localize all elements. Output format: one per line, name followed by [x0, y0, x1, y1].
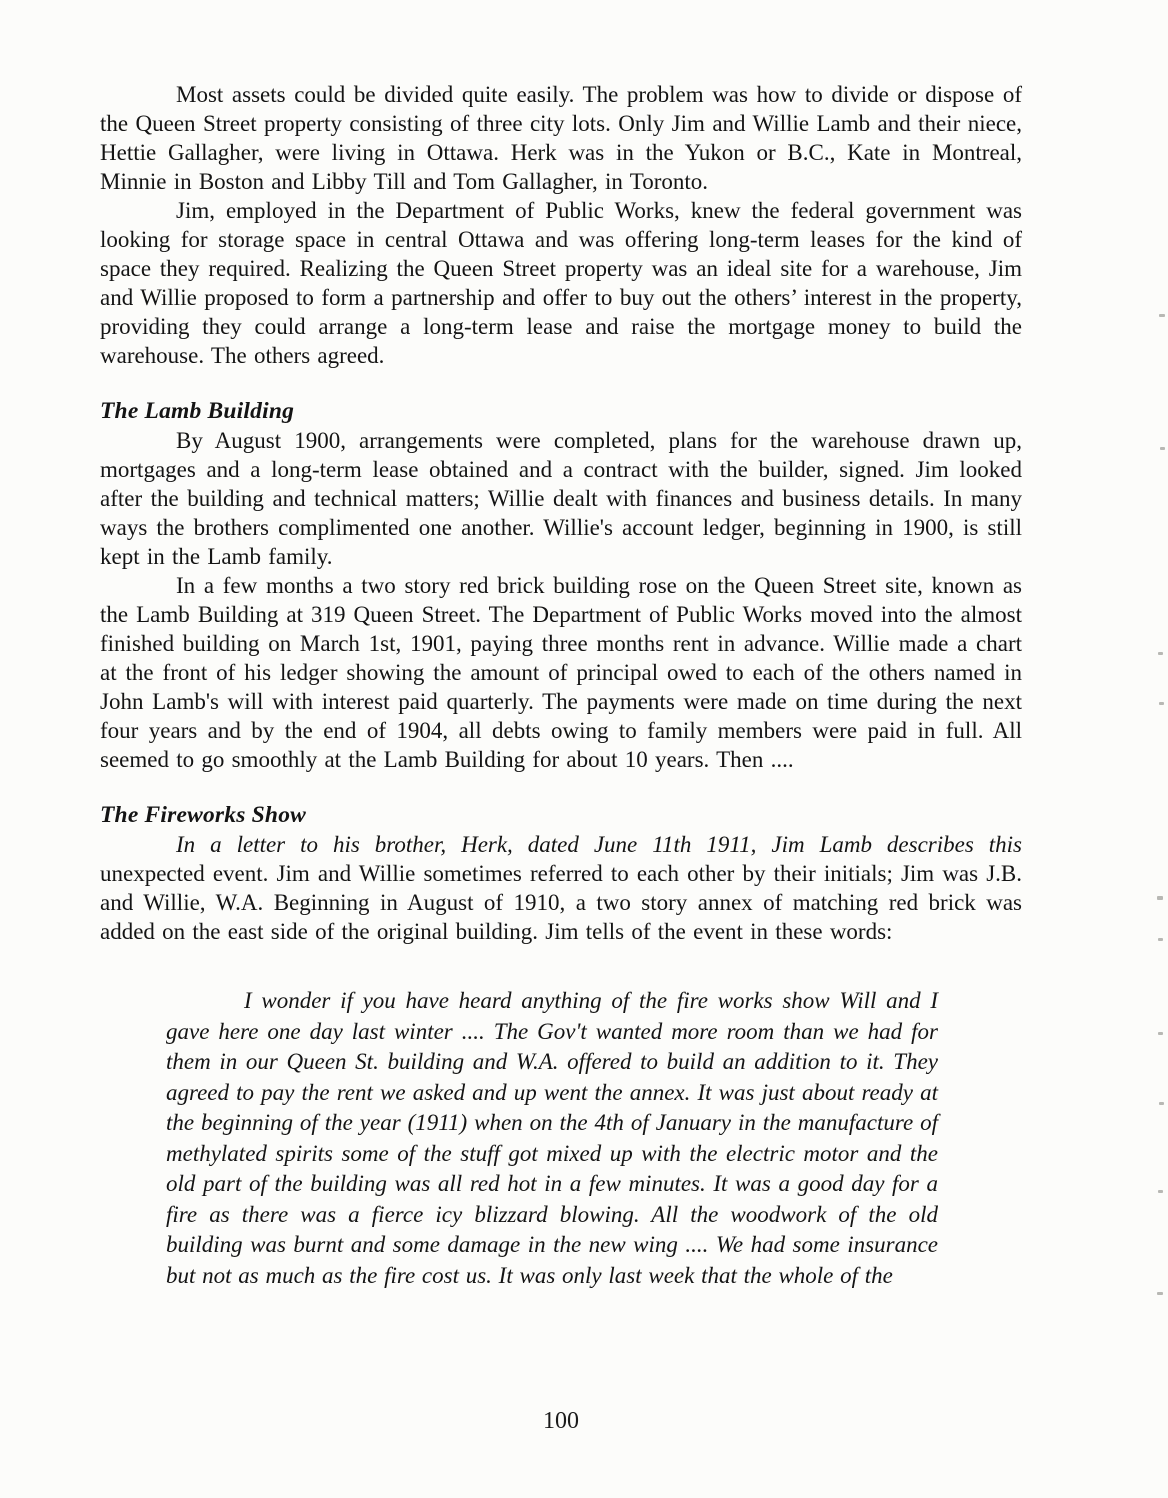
intro-paragraph-1: Most assets could be divided quite easily. The problem was how to divide or dispose of the Queen Street property consisting of three city lots. Only Jim and Willie Lamb and their niece, Hettie Gallagher, were living in Ottawa. Herk was in the Yukon or B.C., Kate in Montreal, Minnie in Boston and Libby Till and Tom Gallagher, in Toronto. — [100, 82, 1022, 194]
page-number: 100 — [543, 1408, 579, 1434]
scan-artifact — [1158, 652, 1163, 655]
lamb-building-paragraph-2: In a few months a two story red brick building rose on the Queen Street site, known as the Lamb Building at 319 Queen Street. The Department of Public Works moved into the almost finished building on March 1st, 1901, paying three months rent in advance. Willie made a chart at the front of his ledger showing the amount of principal owed to each of the others named in John Lamb's will with interest paid quarterly. The payments were made on time during the next four years and by the end of 1904, all debts owing to family members were paid in full. All seemed to go smoothly at the Lamb Building for about 10 years. Then .... — [100, 573, 1022, 772]
scan-artifact — [1158, 1032, 1163, 1035]
section-heading-fireworks-show: The Fireworks Show — [100, 802, 307, 828]
fireworks-intro-rest: unexpected event. Jim and Willie sometimes referred to each other by their initials; Jim was J.B. and Willie, W.A. Beginning in August of 1910, a two story annex of matching red brick was added on the east side of the original building. Jim tells of the event in these words: — [100, 861, 1022, 944]
letter-quote-block: I wonder if you have heard anything of the fire works show Will and I gave here one day last winter .... The Gov't wanted more room than we had for them in our Queen St. building and W.A. offered to build an addition to it. They agreed to pay the rent we asked and up went the annex. It was just about ready at the beginning of the year (1911) when on the 4th of January in the manufacture of methylated spirits some of the stuff got mixed up with the electric motor and the old part of the building was all red hot in a few minutes. It was a good day for a fire as there was a fierce icy blizzard blowing. All the woodwork of the old building was burnt and some damage in the new wing .... We had some insurance but not as much as the fire cost us. It was only last week that the whole of the — [166, 988, 938, 1288]
scan-artifact — [1158, 1190, 1163, 1193]
intro-paragraph-2: Jim, employed in the Department of Public Works, knew the federal government was looking for storage space in central Ottawa and was offering long-term leases for the kind of space they required. Realizing the Queen Street property was an ideal site for a warehouse, Jim and Willie proposed to form a partnership and offer to buy out the others’ interest in the property, providing they could arrange a long-term lease and raise the mortgage money to build the warehouse. The others agreed. — [100, 198, 1022, 368]
scan-artifact — [1158, 938, 1163, 941]
scan-artifact — [1157, 1292, 1163, 1295]
lamb-building-paragraph-1: By August 1900, arrangements were completed, plans for the warehouse drawn up, mortgages and a long-term lease obtained and a contract with the builder, signed. Jim looked after the building and technical matters; Willie dealt with finances and business details. In many ways the brothers complimented one another. Willie's account ledger, beginning in 1900, is still kept in the Lamb family. — [100, 428, 1022, 569]
scan-artifact — [1157, 896, 1163, 900]
fireworks-intro-paragraph — [100, 830, 1022, 946]
page-text-block — [100, 80, 1022, 1291]
section-heading-lamb-building: The Lamb Building — [100, 398, 295, 424]
scan-artifact — [1159, 314, 1165, 317]
fireworks-intro-lead-italic: In a letter to his brother, Herk, dated June 11th 1911, Jim Lamb describes this — [176, 832, 1022, 857]
scan-artifact — [1160, 447, 1165, 450]
scan-artifact — [1159, 1102, 1164, 1105]
scan-artifact — [1159, 702, 1164, 705]
